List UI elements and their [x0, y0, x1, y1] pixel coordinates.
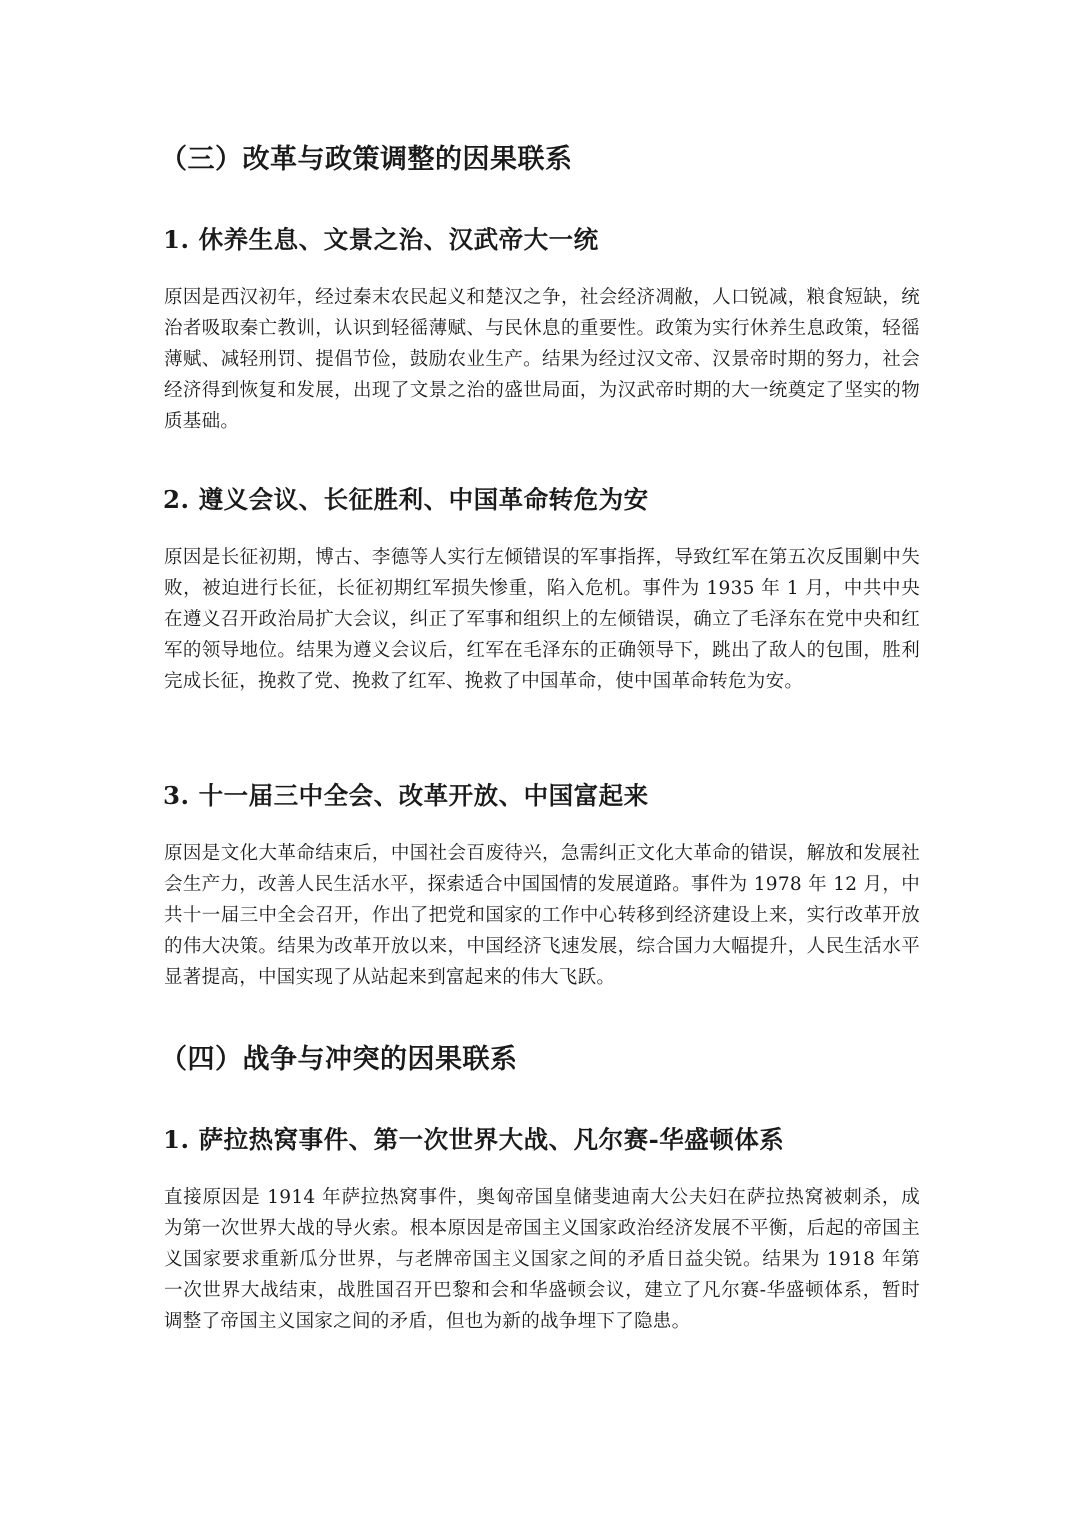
section-heading-war: （四）战争与冲突的因果联系 — [160, 1044, 518, 1075]
paragraph-ww1: 直接原因是 1914 年萨拉热窝事件，奥匈帝国皇储斐迪南大公夫妇在萨拉热窝被刺杀，成为第一次世界大战的导火索。根本原因是帝国主义国家政治经济发展不平衡，后起的帝国主义国家要求重新瓜分世界，与老牌帝国主义国家之间的矛盾日益尖锐。结果为 1918 年第一次世界大战结束，战胜国召开巴黎和会和华盛顿会议，建立了凡尔赛-华盛顿体系，暂时调整了帝国主义国家之间的矛盾，但也为新的战争埋下了隐患。 — [164, 1187, 920, 1332]
paragraph-reform-opening: 原因是文化大革命结束后，中国社会百废待兴，急需纠正文化大革命的错误，解放和发展社会生产力，改善人民生活水平，探索适合中国国情的发展道路。事件为 1978 年 12 月，中共十一届三中全会召开，作出了把党和国家的工作中心转移到经济建设上来，实行改革开放的伟大决策。结果为改革开放以来，中国经济飞速发展，综合国力大幅提升，人民生活水平显著提高，中国实现了从站起来到富起来的伟大飞跃。 — [164, 843, 920, 988]
subheading-ww1: 1. 萨拉热窝事件、第一次世界大战、凡尔赛-华盛顿体系 — [163, 1125, 785, 1154]
subheading-recuperation: 1. 休养生息、文景之治、汉武帝大一统 — [163, 225, 599, 254]
paragraph-zunyi: 原因是长征初期，博古、李德等人实行左倾错误的军事指挥，导致红军在第五次反围剿中失败，被迫进行长征，长征初期红军损失惨重，陷入危机。事件为 1935 年 1 月，中共中央在遵义召开政治局扩大会议，纠正了军事和组织上的左倾错误，确立了毛泽东在党中央和红军的领导地位。结果为遵义会议后，红军在毛泽东的正确领导下，跳出了敌人的包围，胜利完成长征，挽救了党、挽救了红军、挽救了中国革命，使中国革命转危为安。 — [164, 547, 920, 692]
section-heading-reform: （三）改革与政策调整的因果联系 — [160, 144, 573, 175]
paragraph-recuperation: 原因是西汉初年，经过秦末农民起义和楚汉之争，社会经济凋敝，人口锐减，粮食短缺，统治者吸取秦亡教训，认识到轻徭薄赋、与民休息的重要性。政策为实行休养生息政策，轻徭薄赋、减轻刑罚、提倡节俭，鼓励农业生产。结果为经过汉文帝、汉景帝时期的努力，社会经济得到恢复和发展，出现了文景之治的盛世局面，为汉武帝时期的大一统奠定了坚实的物质基础。 — [164, 287, 920, 432]
subheading-reform-opening: 3. 十一届三中全会、改革开放、中国富起来 — [163, 781, 649, 810]
subheading-zunyi: 2. 遵义会议、长征胜利、中国革命转危为安 — [163, 485, 649, 514]
